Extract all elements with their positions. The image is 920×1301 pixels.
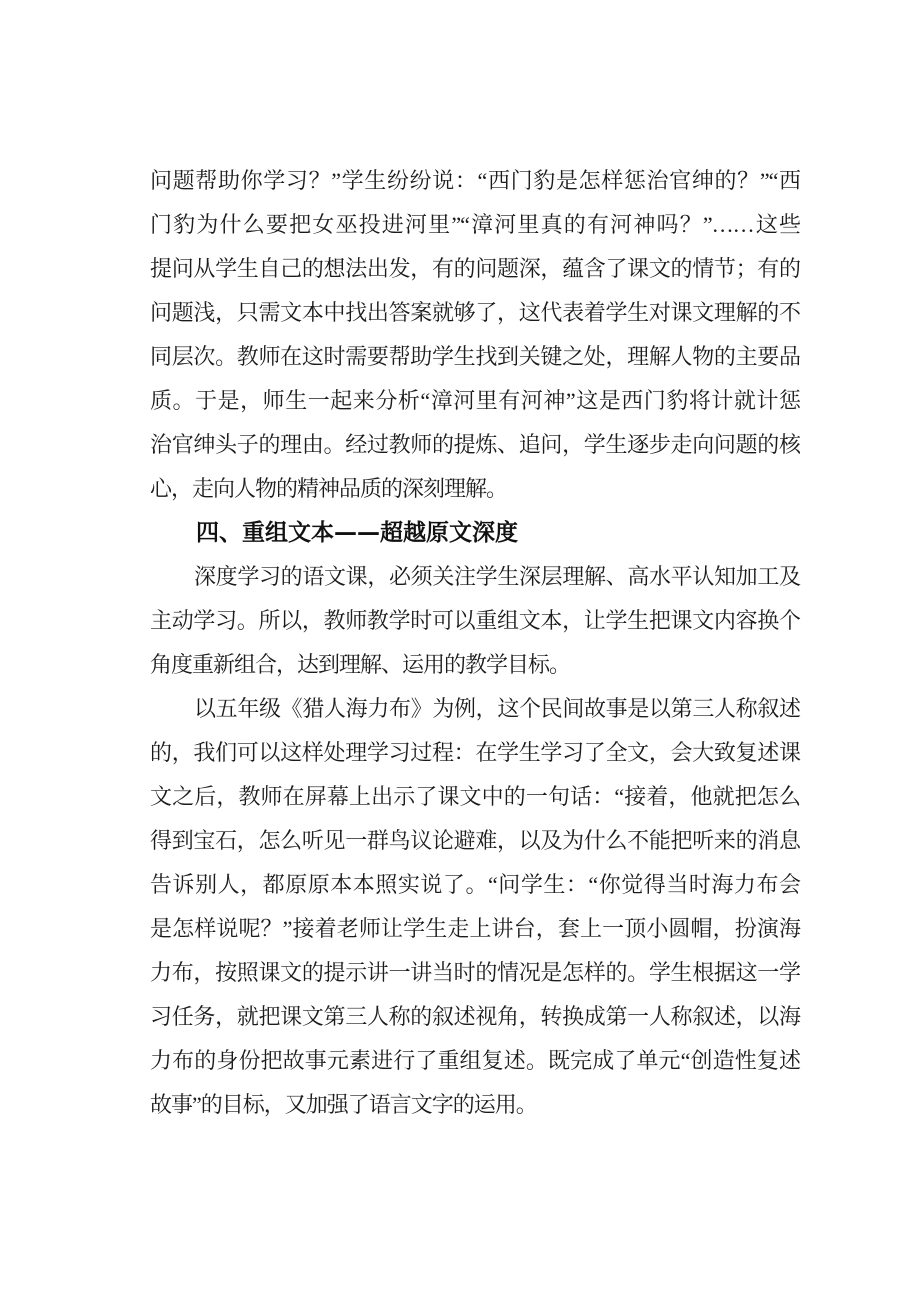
text-line: 是怎样说呢？”接着老师让学生走上讲台，套上一顶小圆帽，扮演海 xyxy=(150,916,800,941)
text-line: 治官绅头子的理由。经过教师的提炼、追问，学生逐步走向问题的核 xyxy=(150,432,800,457)
text-line: 主动学习。所以，教师教学时可以重组文本，让学生把课文内容换个 xyxy=(150,608,800,633)
text-line: 问题浅，只需文本中找出答案就够了，这代表着学生对课文理解的不 xyxy=(150,300,800,325)
section-heading: 四、重组文本——超越原文深度 xyxy=(196,520,518,546)
text-line: 故事”的目标，又加强了语言文字的运用。 xyxy=(150,1092,537,1117)
text-line: 问题帮助你学习？”学生纷纷说：“西门豹是怎样惩治官绅的？”“西 xyxy=(150,168,800,193)
text-line: 习任务，就把课文第三人称的叙述视角，转换成第一人称叙述，以海 xyxy=(150,1004,800,1029)
document-content xyxy=(150,159,800,1127)
text-line: 深度学习的语文课，必须关注学生深层理解、高水平认知加工及 xyxy=(194,564,800,589)
text-line: 的，我们可以这样处理学习过程：在学生学习了全文，会大致复述课 xyxy=(150,740,800,765)
text-line: 力布的身份把故事元素进行了重组复述。既完成了单元“创造性复述 xyxy=(150,1048,800,1073)
text-line: 质。于是，师生一起来分析“漳河里有河神”这是西门豹将计就计惩 xyxy=(150,388,800,413)
text-line: 心，走向人物的精神品质的深刻理解。 xyxy=(150,476,508,501)
text-line: 同层次。教师在这时需要帮助学生找到关键之处，理解人物的主要品 xyxy=(150,344,800,369)
text-line: 告诉别人，都原原本本照实说了。“问学生：“你觉得当时海力布会 xyxy=(150,872,800,897)
text-line: 角度重新组合，达到理解、运用的教学目标。 xyxy=(150,652,571,677)
text-line: 文之后，教师在屏幕上出示了课文中的一句话：“接着，他就把怎么 xyxy=(150,784,800,809)
text-line: 门豹为什么要把女巫投进河里”“漳河里真的有河神吗？”……这些 xyxy=(150,212,800,237)
text-line: 以五年级《猎人海力布》为例，这个民间故事是以第三人称叙述 xyxy=(194,696,800,721)
text-line: 力布，按照课文的提示讲一讲当时的情况是怎样的。学生根据这一学 xyxy=(150,960,800,985)
text-line: 得到宝石，怎么听见一群鸟议论避难，以及为什么不能把听来的消息 xyxy=(150,828,800,853)
text-line: 提问从学生自己的想法出发，有的问题深，蕴含了课文的情节；有的 xyxy=(150,256,800,281)
